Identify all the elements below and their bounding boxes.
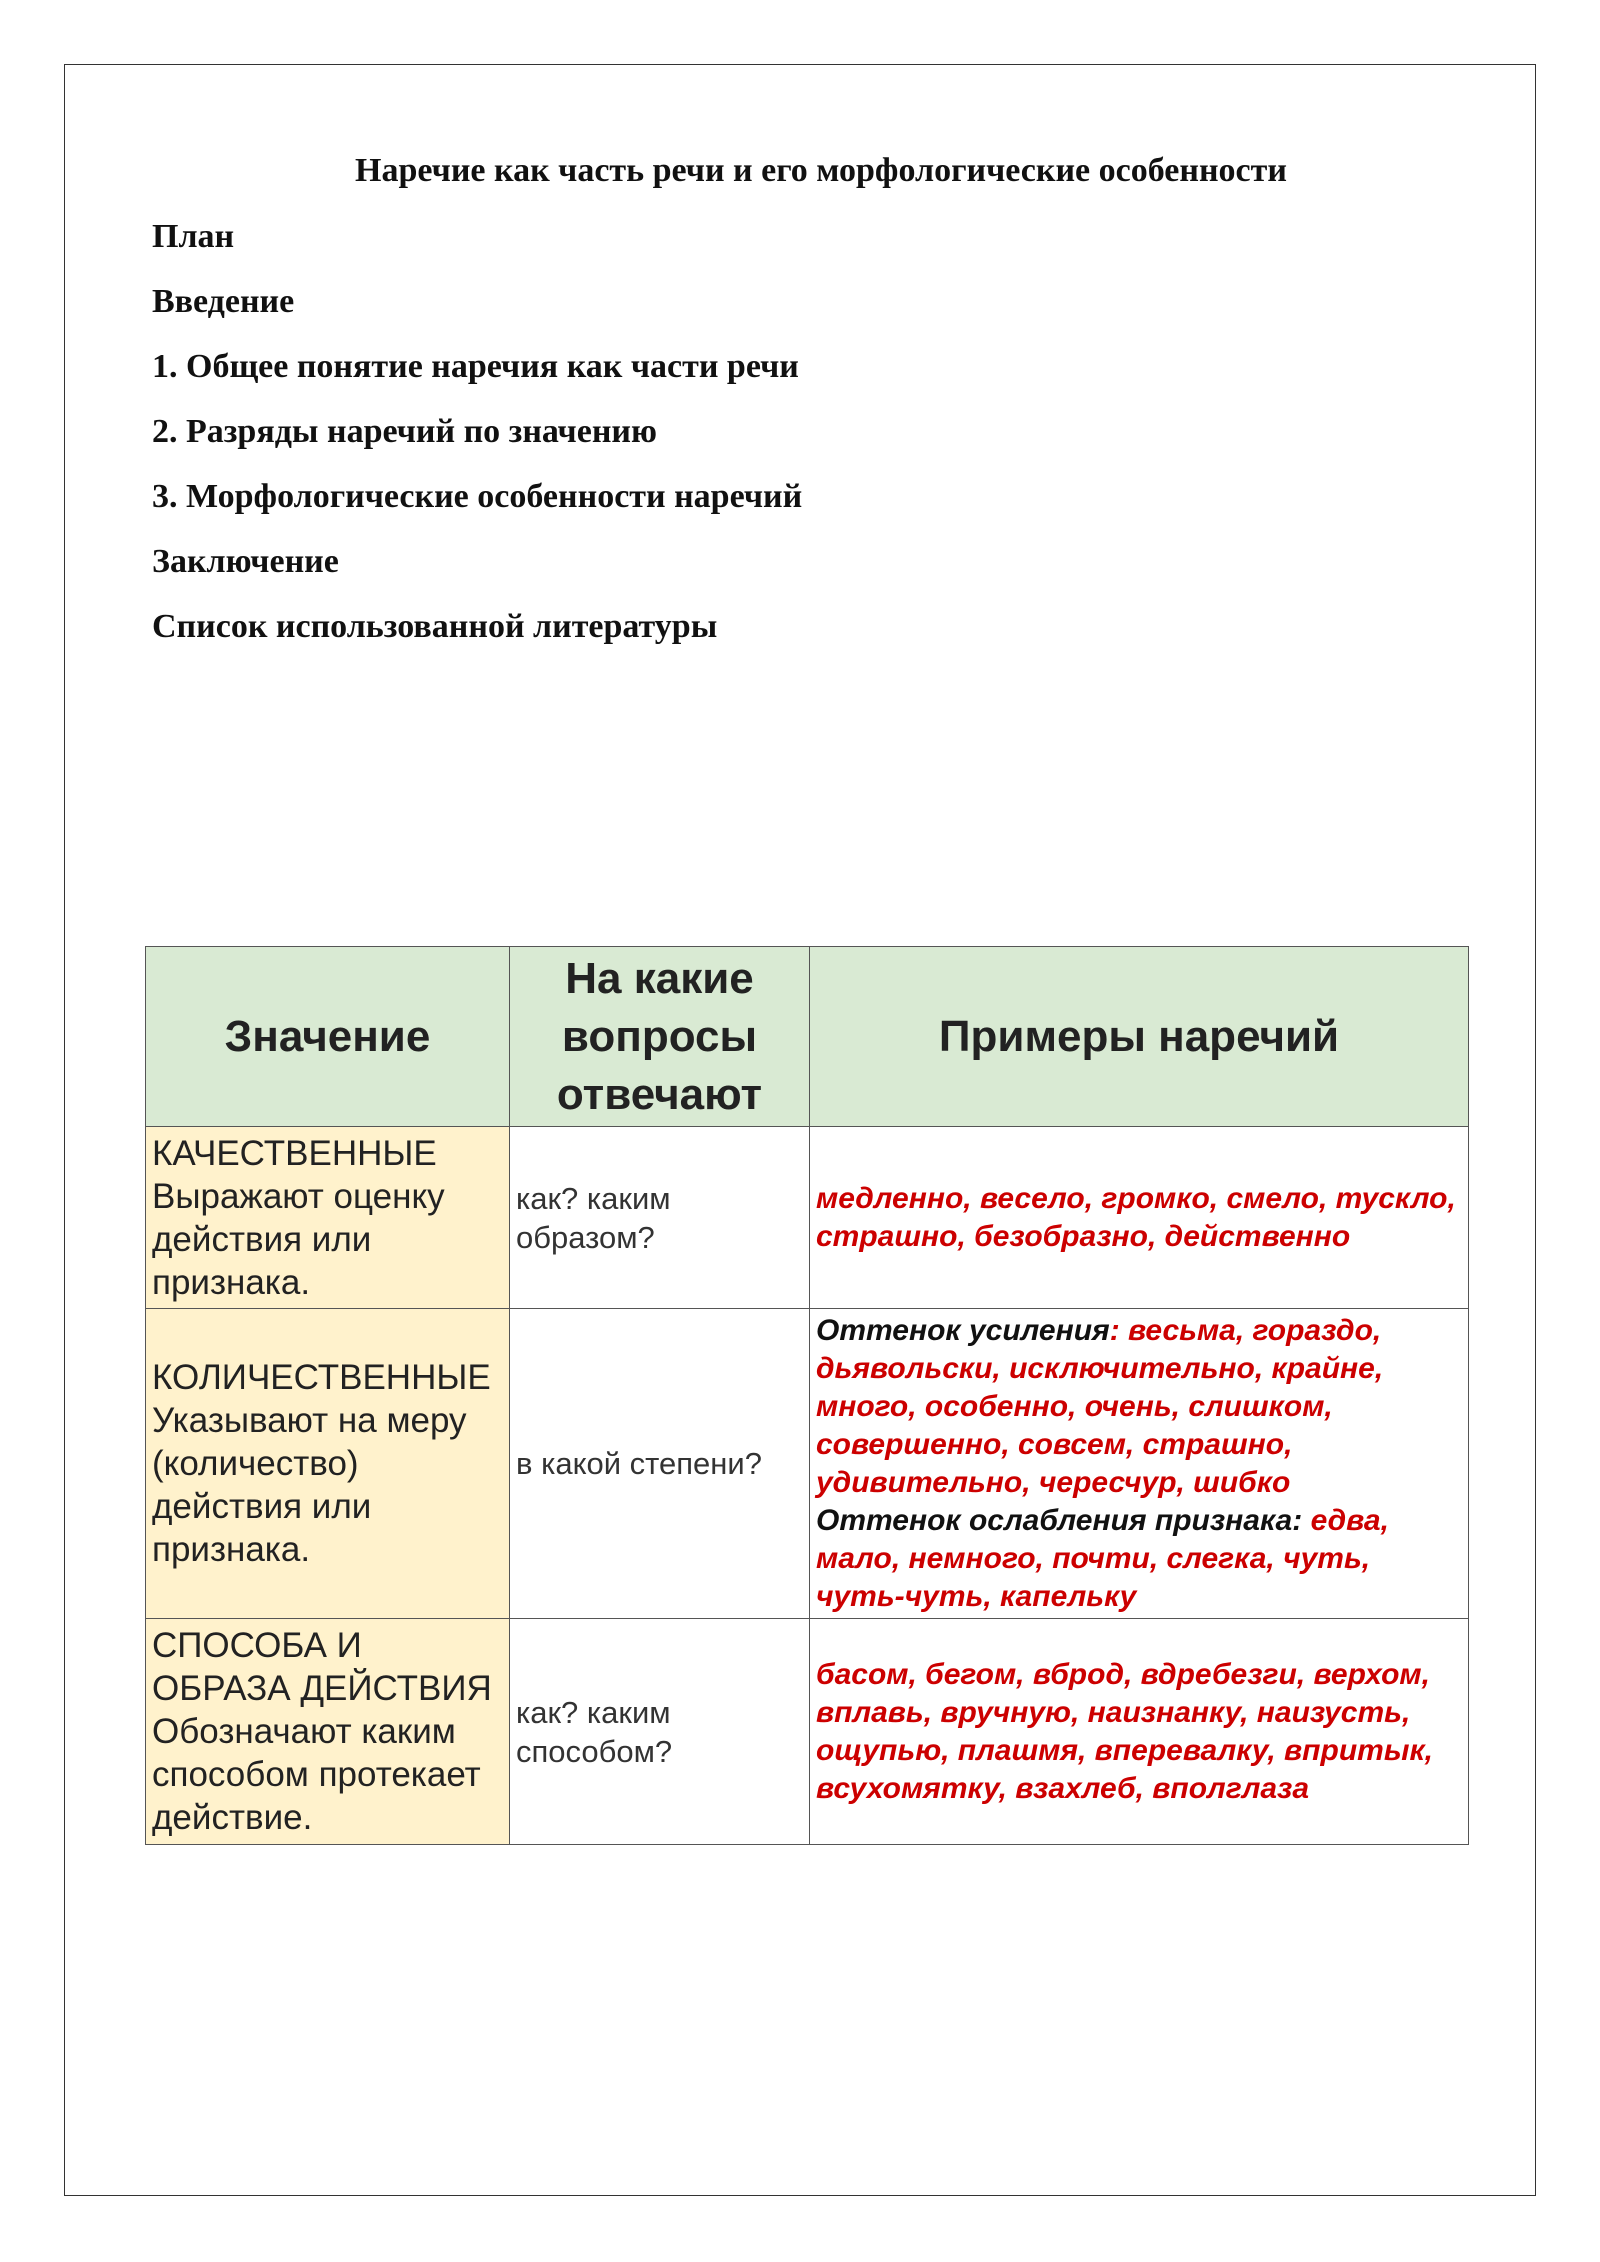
header-questions: На какие вопросы отвечают <box>510 947 810 1127</box>
shade-weaken-examples: едва, мало, немного, почти, слегка, чуть, чуть-чуть, капельку <box>816 1503 1389 1613</box>
table-row <box>146 1127 1469 1309</box>
plan-heading: План <box>152 218 235 255</box>
examples-cell <box>810 1127 1469 1309</box>
examples-text: басом, бегом, вброд, вдребезги, верхом, вплавь, вручную, наизнанку, наизусть, ощупью, плашмя, вперевалку, впритык, всухомятку, взахлеб, вполглаза <box>816 1657 1433 1805</box>
table-row <box>146 1619 1469 1845</box>
plan-item-conclusion: Заключение <box>152 543 339 580</box>
header-meaning: Значение <box>146 947 510 1127</box>
category-cell <box>146 1619 510 1845</box>
table-header-row <box>146 947 1469 1127</box>
table-row <box>146 1309 1469 1619</box>
examples-text: медленно, весело, громко, смело, тускло, страшно, безобразно, действенно <box>816 1181 1456 1253</box>
plan-item-3: 3. Морфологические особенности наречий <box>152 478 803 515</box>
examples-cell <box>810 1309 1469 1619</box>
category-cell <box>146 1127 510 1309</box>
question-cell: как? каким образом? <box>510 1127 810 1309</box>
category-cell <box>146 1309 510 1619</box>
examples-cell <box>810 1619 1469 1845</box>
shade-weaken-label: Оттенок ослабления признака <box>816 1503 1293 1537</box>
plan-item-intro: Введение <box>152 283 295 320</box>
header-examples: Примеры наречий <box>810 947 1469 1127</box>
category-name: КАЧЕСТВЕННЫЕ <box>152 1133 437 1173</box>
plan-item-2: 2. Разряды наречий по значению <box>152 413 657 450</box>
document-title: Наречие как часть речи и его морфологические особенности <box>355 152 1287 189</box>
question-cell: как? каким способом? <box>510 1619 810 1845</box>
question-cell: в какой степени? <box>510 1309 810 1619</box>
shade-amplify-label: Оттенок усиления <box>816 1313 1110 1347</box>
category-name: СПОСОБА И ОБРАЗА ДЕЙСТВИЯ <box>152 1626 492 1708</box>
category-description: Указывают на меру (количество) действия или признака. <box>152 1401 467 1569</box>
shade-weaken-colon: : <box>1292 1503 1303 1537</box>
category-name: КОЛИЧЕСТВЕННЫЕ <box>152 1358 491 1397</box>
shade-amplify-colon: : <box>1109 1313 1120 1347</box>
plan-item-literature: Список использованной литературы <box>152 608 718 645</box>
plan-item-1: 1. Общее понятие наречия как части речи <box>152 348 799 385</box>
category-description: Выражают оценку действия или признака. <box>152 1176 445 1302</box>
category-description: Обозначают каким способом протекает действие. <box>152 1712 481 1837</box>
adverb-categories-table <box>145 946 1469 1845</box>
shade-amplify-examples: весьма, гораздо, дьявольски, исключительно, крайне, много, особенно, очень, слишком, совершенно, совсем, страшно, удивительно, чересчур, шибко <box>816 1313 1384 1499</box>
